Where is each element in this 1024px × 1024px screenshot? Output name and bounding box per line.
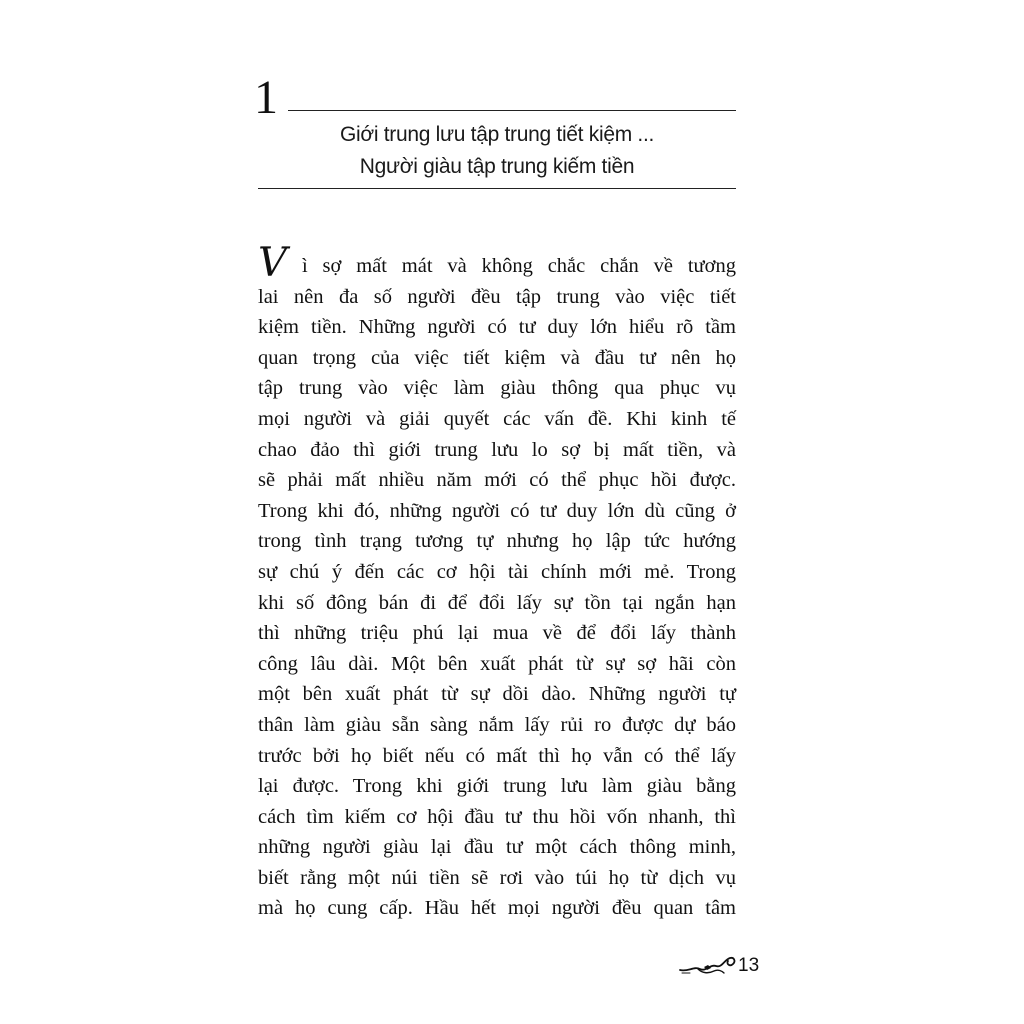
dropcap-letter: V <box>258 240 287 286</box>
body-line: lại được. Trong khi giới trung lưu làm giàu bằng <box>258 775 736 798</box>
body-line: những người giàu lại đầu tư một cách thông minh, <box>258 836 736 859</box>
body-line: tập trung vào việc làm giàu thông qua phục vụ <box>258 377 736 400</box>
body-line-first <box>258 240 736 286</box>
body-line: mà họ cung cấp. Hầu hết mọi người đều quan tâm <box>258 897 736 920</box>
body-line: trước bởi họ biết nếu có mất thì họ vẫn có thể lấy <box>258 744 736 767</box>
chapter-rule-bottom <box>258 188 736 189</box>
body-line: sẽ phải mất nhiều năm mới có thể phục hồi được. <box>258 469 736 492</box>
flourish-ornament-icon <box>678 952 738 978</box>
body-line: mọi người và giải quyết các vấn đề. Khi kinh tế <box>258 407 736 430</box>
body-line: thân làm giàu sẵn sàng nắm lấy rủi ro được dự báo <box>258 713 736 736</box>
body-line: Trong khi đó, những người có tư duy lớn dù cũng ở <box>258 499 736 522</box>
body-line: quan trọng của việc tiết kiệm và đầu tư nên họ <box>258 346 736 369</box>
chapter-rule-top <box>288 110 736 111</box>
body-line: công lâu dài. Một bên xuất phát từ sự sợ hãi còn <box>258 652 736 675</box>
body-line: cách tìm kiếm cơ hội đầu tư thu hồi vốn nhanh, thì <box>258 805 736 828</box>
body-line: chao đảo thì giới trung lưu lo sợ bị mất tiền, và <box>258 438 736 461</box>
page-number: 13 <box>738 955 760 976</box>
body-paragraph <box>258 240 736 924</box>
chapter-title-line-2: Người giàu tập trung kiếm tiền <box>359 155 635 178</box>
body-line: lai nên đa số người đều tập trung vào việc tiết <box>258 285 736 308</box>
body-line: thì những triệu phú lại mua về để đổi lấy thành <box>258 622 736 645</box>
body-line: sự chú ý đến các cơ hội tài chính mới mẻ. Trong <box>258 560 736 583</box>
chapter-title <box>258 119 736 183</box>
body-line: khi số đông bán đi để đổi lấy sự tồn tại ngắn hạn <box>258 591 736 614</box>
chapter-title-line-1: Giới trung lưu tập trung tiết kiệm ... <box>339 123 655 146</box>
body-line: trong tình trạng tương tự nhưng họ lập tức hướng <box>258 530 736 553</box>
chapter-number: 1 <box>254 71 278 124</box>
first-line-text: ì sợ mất mát và không chắc chắn về tương <box>302 255 736 277</box>
body-line: kiệm tiền. Những người có tư duy lớn hiểu rõ tầm <box>258 316 736 339</box>
body-line: một bên xuất phát từ sự dồi dào. Những người tự <box>258 683 736 706</box>
body-line: biết rằng một núi tiền sẽ rơi vào túi họ từ dịch vụ <box>258 866 736 889</box>
